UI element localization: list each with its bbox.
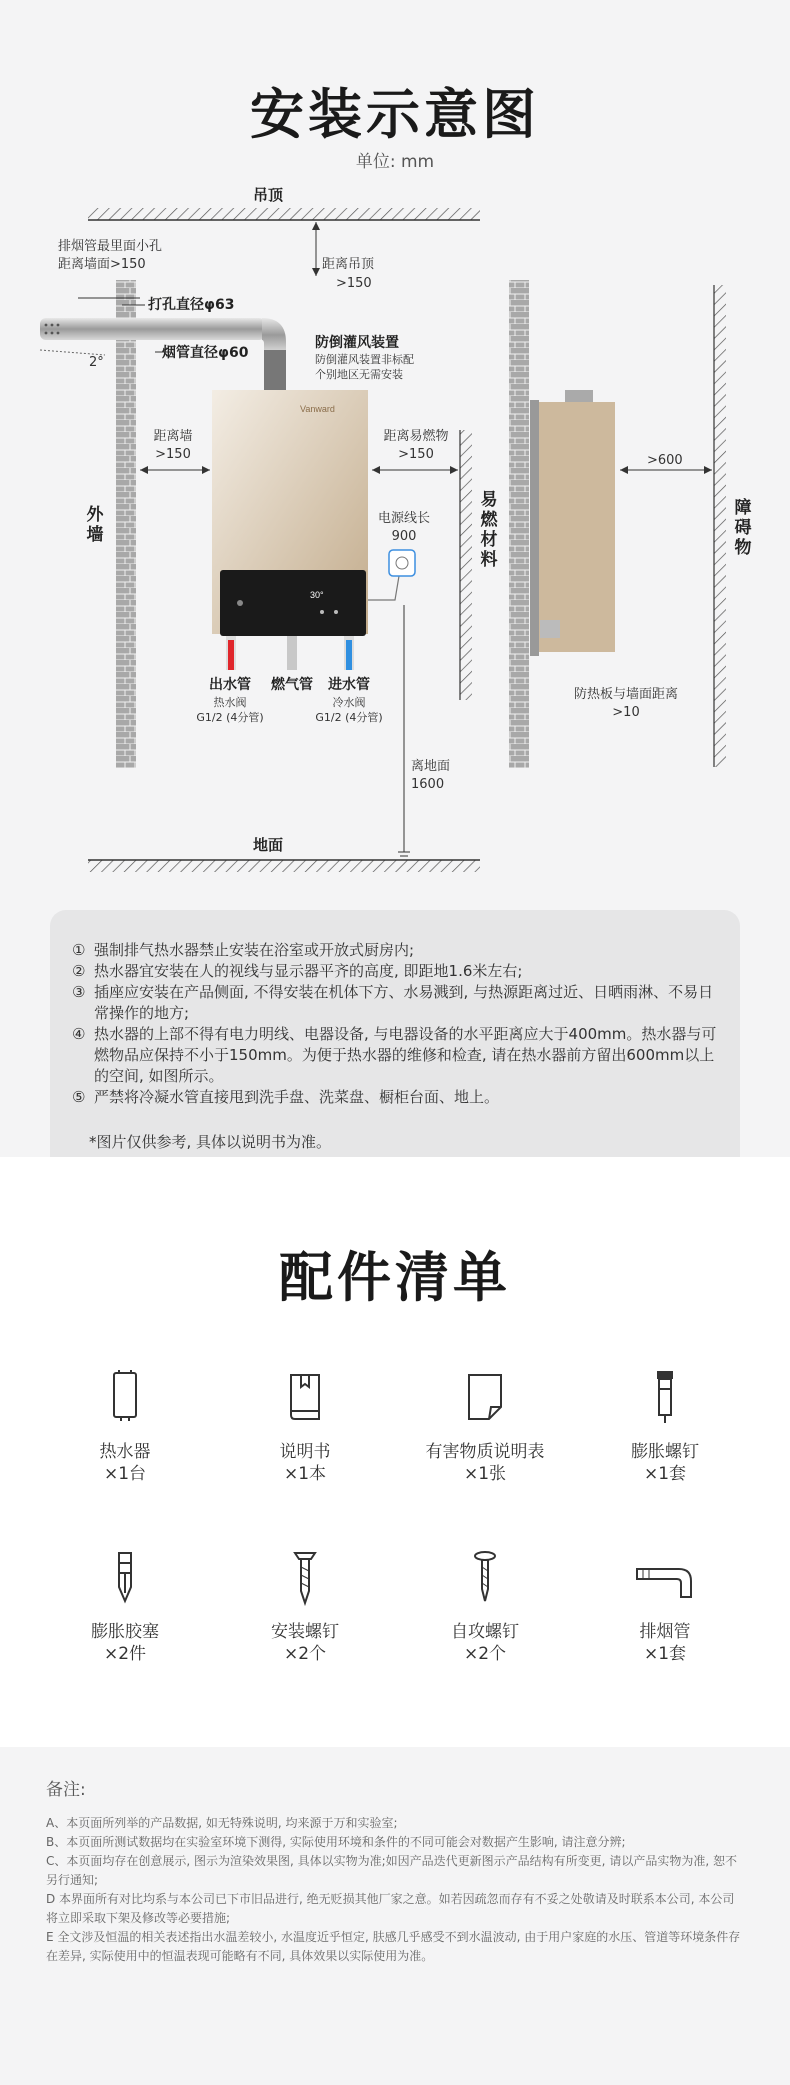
power-cord-label-2: 900 xyxy=(391,529,417,544)
accessory-hazard-sheet xyxy=(395,1367,575,1485)
backdraft-title: 防倒灌风装置 xyxy=(315,335,399,351)
accessory-name: 说明书 xyxy=(279,1442,331,1462)
install-notes xyxy=(50,910,740,1157)
outer-wall-label: 外墙 xyxy=(86,505,104,545)
accessory-name: 安装螺钉 xyxy=(271,1622,339,1642)
note-item xyxy=(72,982,718,1024)
floor-line xyxy=(88,860,480,872)
obstacle-dist-label: >600 xyxy=(647,453,683,468)
flue-pipe-icon xyxy=(620,1547,710,1607)
accessory-name: 膨胀胶塞 xyxy=(91,1622,159,1642)
remarks-section xyxy=(0,1747,790,2085)
remark-line: B、本页面所测试数据均在实验室环境下测得, 实际使用环境和条件的不同可能会对数据产生影响, 请注意分辨; xyxy=(46,1835,626,1849)
accessory-qty: ×1张 xyxy=(463,1464,507,1484)
inlet-pipe-label: 进水管 xyxy=(328,677,370,693)
floor-dist-label-2: 1600 xyxy=(411,777,445,792)
flammable-dist-label-2: >150 xyxy=(398,447,434,462)
flammable-dist-label-1: 距离易燃物 xyxy=(383,429,449,444)
accessory-name: 热水器 xyxy=(99,1442,151,1462)
ceiling-dist-label-2: >150 xyxy=(336,276,372,291)
wall-dist-label-2: >150 xyxy=(155,447,191,462)
wall-dist-label-1: 距离墙 xyxy=(153,429,193,444)
accessory-qty: ×2件 xyxy=(103,1644,147,1664)
outlet-size-label: G1/2 (4分管) xyxy=(196,711,264,724)
remarks-title: 备注: xyxy=(46,1780,86,1800)
note-text: 严禁将冷凝水管直接甩到洗手盘、洗菜盘、橱柜台面、地上。 xyxy=(94,1088,500,1106)
accessories-title: 配件清单 xyxy=(279,1246,511,1309)
accessory-qty: ×2个 xyxy=(283,1644,327,1664)
note-number: ① xyxy=(72,941,86,959)
accessory-qty: ×1本 xyxy=(283,1464,327,1484)
angle-label: 2° xyxy=(89,355,104,370)
note-item xyxy=(72,940,718,961)
accessory-name: 排烟管 xyxy=(639,1622,691,1642)
water-heater-icon xyxy=(95,1367,155,1427)
water-heater-side xyxy=(530,390,615,656)
note-text: 强制排气热水器禁止安装在浴室或开放式厨房内; xyxy=(94,941,415,959)
tapping-screw-icon xyxy=(455,1547,515,1607)
note-text: 热水器的上部不得有电力明线、电器设备, 与电器设备的水平距离应大于400mm。热水器与可燃物品应保持不小于150mm。为便于热水器的维修和检查, 请在热水器前方留出600mm以上的空间, 如图所示。 xyxy=(94,1025,717,1085)
note-number: ⑤ xyxy=(72,1088,86,1106)
note-text: 插座应安装在产品侧面, 不得安装在机体下方、水易溅到, 与热源距离过近、日晒雨淋、不易日常操作的地方; xyxy=(94,983,714,1022)
remark-line: C、本页面均存在创意展示, 图示为渲染效果图, 具体以实物为准;如因产品迭代更新图示产品结构有所变更, 请以产品实物为准, 恕不另行通知; xyxy=(46,1854,737,1887)
accessory-manual xyxy=(215,1367,395,1485)
note-number: ④ xyxy=(72,1025,86,1043)
gas-pipe-label: 燃气管 xyxy=(271,677,313,693)
drill-diameter-label: 打孔直径φ63 xyxy=(148,297,235,313)
screw-icon xyxy=(275,1547,335,1607)
accessory-wall-plug xyxy=(35,1547,215,1665)
accessory-flue-pipe xyxy=(575,1547,755,1665)
power-cord-label-1: 电源线长 xyxy=(377,511,430,526)
remark-line: A、本页面所列举的产品数据, 如无特殊说明, 均来源于万和实验室; xyxy=(46,1816,398,1830)
floor-dist-label-1: 离地面 xyxy=(411,759,451,774)
backdraft-note-2: 个别地区无需安装 xyxy=(315,368,403,381)
accessory-expansion-bolt xyxy=(575,1367,755,1485)
gas-pipe xyxy=(287,636,297,670)
heat-shield-label-2: >10 xyxy=(612,705,640,720)
inlet-valve-label: 冷水阀 xyxy=(332,696,366,709)
remark-line: D 本界面所有对比均系与本公司已下市旧品进行, 绝无贬损其他厂家之意。如若因疏忽而存有不妥之处敬请及时联系本公司, 本公司将立即采取下架及修改等必要措施; xyxy=(46,1892,735,1925)
note-text: 热水器宜安装在人的视线与显示器平齐的高度, 即距地1.6米左右; xyxy=(94,962,523,980)
flue-hole-label-2: 距离墙面>150 xyxy=(58,257,146,272)
note-item xyxy=(72,1024,718,1087)
accessory-name: 膨胀螺钉 xyxy=(631,1442,699,1462)
accessory-tapping-screw xyxy=(395,1547,575,1665)
outer-wall xyxy=(116,280,136,768)
outlet-valve-label: 热水阀 xyxy=(213,696,247,709)
note-item xyxy=(72,1087,718,1108)
accessories-section xyxy=(0,1157,790,1747)
accessory-water-heater xyxy=(35,1367,215,1485)
expansion-bolt-icon xyxy=(635,1367,695,1427)
inlet-size-label: G1/2 (4分管) xyxy=(315,711,383,724)
floor-label: 地面 xyxy=(253,836,284,854)
obstacle-wall xyxy=(714,285,726,767)
obstacle-label: 障碍物 xyxy=(734,498,752,558)
remark-line: E 全文涉及恒温的相关表述指出水温差较小, 水温度近乎恒定, 肤感几乎感受不到水温波动, 由于用户家庭的水压、管道等环境条件存在差异, 实际使用中的恒温表现可能略有不同, 具体效果以实际使用为准。 xyxy=(46,1930,741,1963)
display-temp-text: 30° xyxy=(310,590,324,600)
unit-label: 单位: mm xyxy=(355,152,435,172)
side-wall xyxy=(509,280,529,768)
flammable-wall xyxy=(460,430,472,700)
pipe-diameter-label: 烟管直径φ60 xyxy=(162,345,249,361)
sheet-icon xyxy=(455,1367,515,1427)
accessory-qty: ×1套 xyxy=(643,1644,687,1664)
note-number: ③ xyxy=(72,983,86,1001)
flammable-label: 易燃材料 xyxy=(480,490,498,570)
manual-icon xyxy=(275,1367,335,1427)
ceiling-dist-label-1: 距离吊顶 xyxy=(322,257,375,272)
accessory-qty: ×1台 xyxy=(103,1464,147,1484)
backdraft-note-1: 防倒灌风装置非标配 xyxy=(315,353,414,366)
ceiling-line xyxy=(88,208,480,220)
flue-hole-label-1: 排烟管最里面小孔 xyxy=(58,239,163,254)
hot-pipe xyxy=(228,640,234,670)
notes-list xyxy=(72,940,718,1108)
svg-text:Vanward: Vanward xyxy=(300,404,335,414)
accessory-qty: ×1套 xyxy=(643,1464,687,1484)
ceiling-label: 吊顶 xyxy=(253,186,284,204)
install-title: 安装示意图 xyxy=(250,83,540,146)
accessory-install-screw xyxy=(215,1547,395,1665)
accessory-name: 有害物质说明表 xyxy=(425,1442,545,1462)
wall-plug-icon xyxy=(95,1547,155,1607)
outlet-pipe-label: 出水管 xyxy=(209,677,251,693)
note-item xyxy=(72,961,718,982)
remarks-list xyxy=(46,1814,744,1966)
photo-disclaimer: *图片仅供参考, 具体以说明书为准。 xyxy=(89,1133,332,1151)
note-number: ② xyxy=(72,962,86,980)
accessory-name: 自攻螺钉 xyxy=(451,1622,519,1642)
accessory-qty: ×2个 xyxy=(463,1644,507,1664)
heat-shield-label-1: 防热板与墙面距离 xyxy=(573,687,678,702)
cold-pipe xyxy=(346,640,352,670)
